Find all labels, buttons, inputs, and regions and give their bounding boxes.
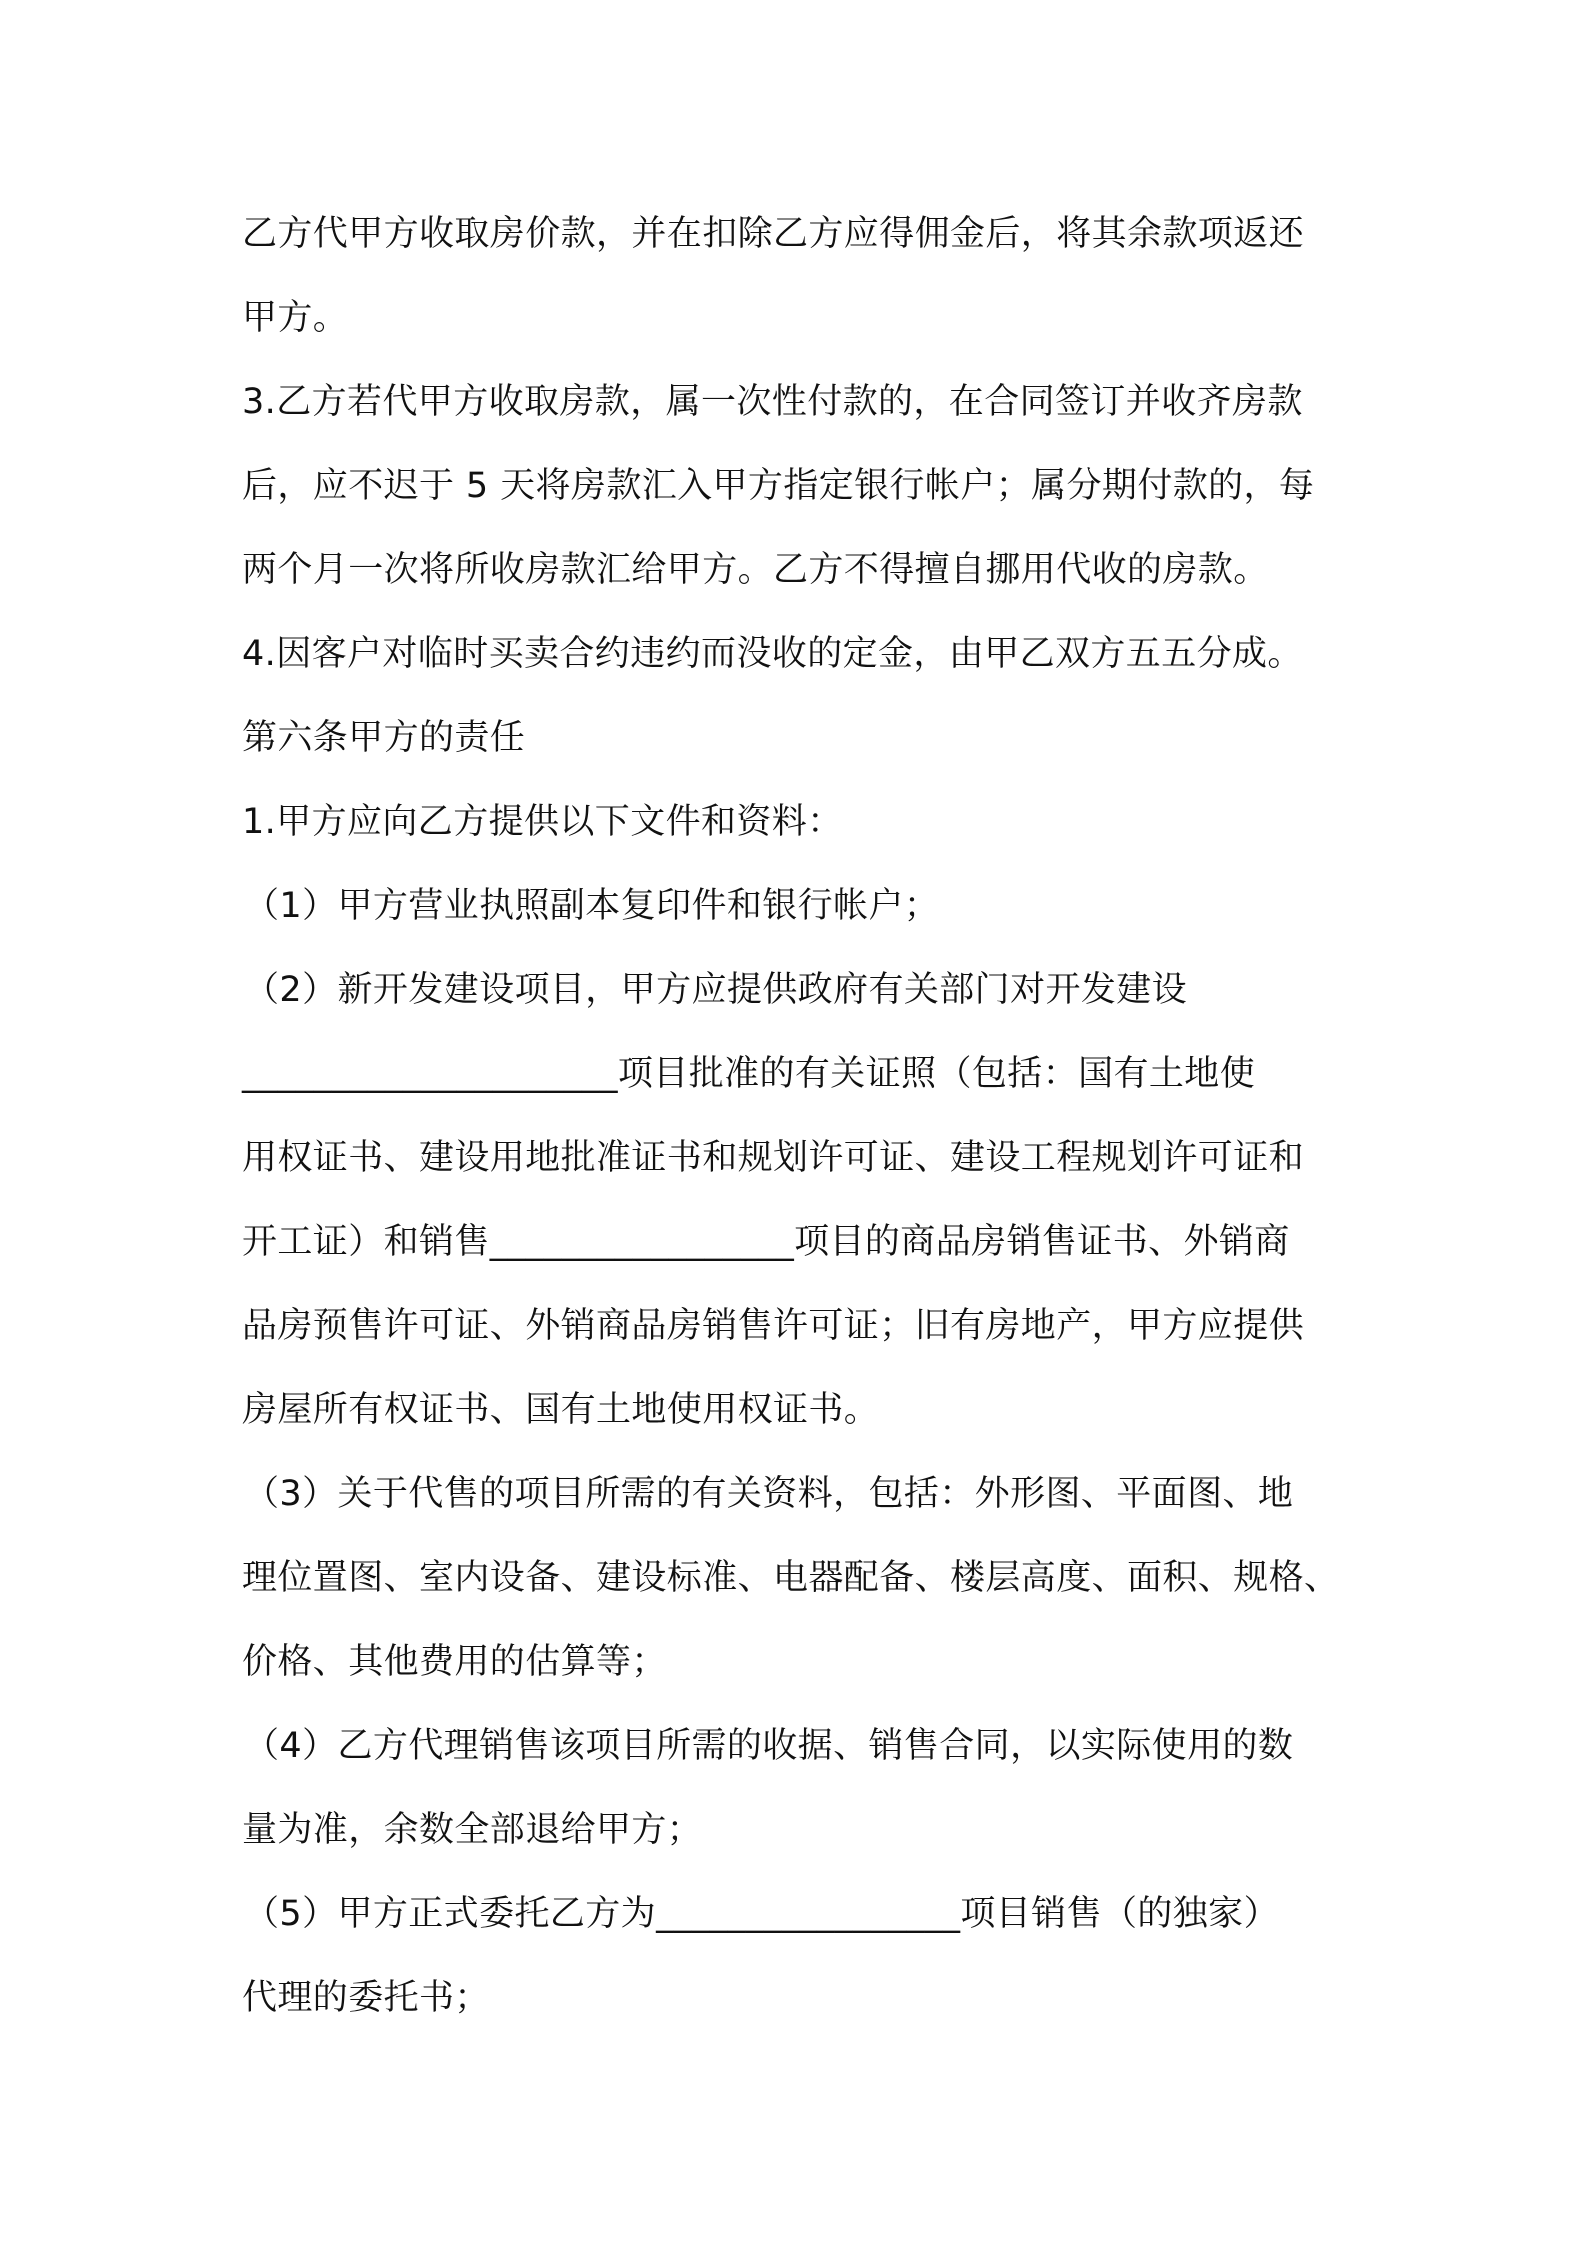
list-item-4: （4）乙方代理销售该项目所需的收据、销售合同，以实际使用的数 — [244, 1726, 1294, 1766]
text-line-22: 代理的委托书； — [242, 1978, 490, 2018]
text-line-14: 品房预售许可证、外销商品房销售许可证；旧有房地产，甲方应提供 — [242, 1306, 1305, 1346]
section-heading: 第六条甲方的责任 — [242, 718, 526, 758]
text-line-11: _____________________项目批准的有关证照（包括：国有土地使 — [242, 1054, 1256, 1094]
text-line-15: 房屋所有权证书、国有土地使用权证书。 — [242, 1390, 880, 1430]
text-line-4: 后，应不迟于 5 天将房款汇入甲方指定银行帐户；属分期付款的，每 — [242, 466, 1315, 506]
list-item-2: （2）新开发建设项目，甲方应提供政府有关部门对开发建设 — [244, 970, 1188, 1010]
text-line-18: 价格、其他费用的估算等； — [242, 1642, 667, 1682]
document-body — [242, 192, 1362, 2040]
text-line-6: 4.因客户对临时买卖合约违约而没收的定金，由甲乙双方五五分成。 — [242, 634, 1303, 674]
text-line-8: 1.甲方应向乙方提供以下文件和资料： — [242, 802, 843, 842]
text-line-5: 两个月一次将所收房款汇给甲方。乙方不得擅自挪用代收的房款。 — [242, 550, 1269, 590]
text-line-17: 理位置图、室内设备、建设标准、电器配备、楼层高度、面积、规格、 — [242, 1558, 1340, 1598]
text-line-20: 量为准，余数全部退给甲方； — [242, 1810, 703, 1850]
list-item-5: （5）甲方正式委托乙方为_________________项目销售（的独家） — [244, 1894, 1279, 1934]
text-line-13: 开工证）和销售_________________项目的商品房销售证书、外销商 — [242, 1222, 1290, 1262]
text-line-12: 用权证书、建设用地批准证书和规划许可证、建设工程规划许可证和 — [242, 1138, 1305, 1178]
list-item-1: （1）甲方营业执照副本复印件和银行帐户； — [244, 886, 940, 926]
text-line-3: 3.乙方若代甲方收取房款，属一次性付款的，在合同签订并收齐房款 — [242, 382, 1303, 422]
text-line-1: 乙方代甲方收取房价款，并在扣除乙方应得佣金后，将其余款项返还 — [242, 214, 1305, 254]
text-line-2: 甲方。 — [242, 298, 349, 338]
list-item-3: （3）关于代售的项目所需的有关资料，包括：外形图、平面图、地 — [244, 1474, 1294, 1514]
